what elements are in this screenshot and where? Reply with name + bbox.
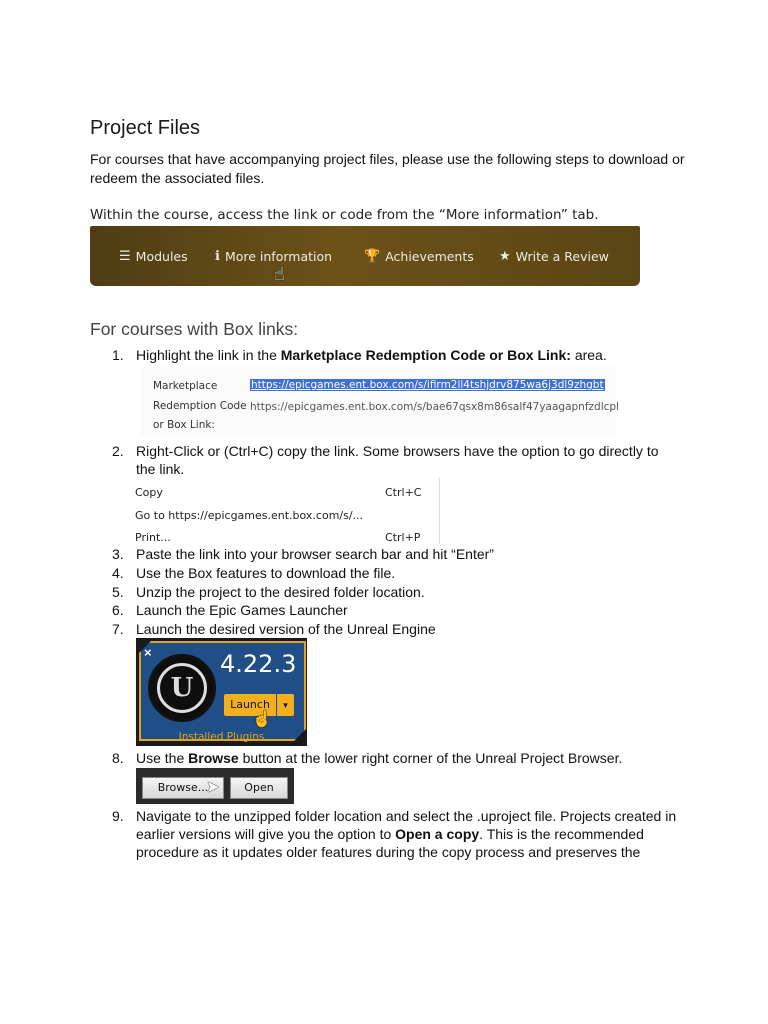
open-button[interactable]: Open [230, 777, 288, 799]
tab-label: Achievements [385, 249, 474, 264]
step-text: Highlight the link in the Marketplace Redemption Code or Box Link: area. [136, 347, 607, 363]
box-link-second[interactable]: https://epicgames.ent.box.com/s/bae67qsx8m86salf47yaagapnfzdlcpl [250, 401, 619, 413]
close-icon[interactable]: × [144, 645, 152, 660]
tab-label: Write a Review [515, 249, 609, 264]
box-link-highlighted[interactable]: https://epicgames.ent.box.com/s/ifirm2ll4tshjdrv875wa6j3dl9zhgbt [251, 379, 604, 391]
trophy-icon: 🏆 [364, 249, 381, 264]
unreal-logo-icon: U [148, 654, 216, 722]
info-icon: ℹ [215, 249, 220, 264]
page-title: Project Files [90, 117, 201, 139]
installed-plugins-link[interactable]: Installed Plugins [178, 731, 265, 743]
menu-item-go-to[interactable]: Go to https://epicgames.ent.box.com/s/... [135, 509, 364, 522]
step-text: Right-Click or (Ctrl+C) copy the link. Some browsers have the option to go directly to the link. [136, 443, 659, 477]
tab-more-information[interactable] [215, 249, 332, 264]
menu-item-copy[interactable]: Copy Ctrl+C [135, 486, 422, 499]
tab-modules[interactable] [119, 249, 188, 264]
step-number: 9. [112, 808, 124, 824]
context-menu [135, 478, 440, 544]
redemption-label: Marketplace Redemption Code or Box Link: [153, 380, 247, 431]
within-course-note: Within the course, access the link or code from the “More information” tab. [90, 207, 599, 223]
step-text: Launch the Epic Games Launcher [136, 602, 348, 618]
step-number: 8. [112, 750, 124, 766]
step-number: 6. [112, 602, 124, 618]
course-tab-bar [90, 226, 640, 286]
tab-label: Modules [135, 249, 188, 264]
box-links-heading: For courses with Box links: [90, 319, 299, 339]
step-number: 2. [112, 443, 124, 459]
chevron-down-icon[interactable]: ▾ [277, 694, 294, 716]
step-text: Use the Browse button at the lower right corner of the Unreal Project Browser. [136, 750, 623, 766]
launch-button[interactable]: Launch [224, 694, 276, 716]
tab-label: More information [224, 249, 333, 264]
step-number: 7. [112, 621, 124, 637]
hand-cursor-icon: ☝ [274, 264, 285, 285]
list-icon: ☰ [119, 249, 131, 264]
step-number: 3. [112, 546, 124, 562]
browse-button[interactable]: Browse... [142, 777, 224, 799]
engine-version: 4.22.3 [220, 650, 297, 678]
unreal-engine-tile [136, 638, 307, 746]
tab-write-a-review[interactable] [499, 249, 609, 264]
star-icon: ★ [499, 249, 511, 264]
step-text: Launch the desired version of the Unreal Engine [136, 621, 436, 637]
step-number: 1. [112, 347, 124, 363]
arrow-cursor-icon: ➤ [206, 779, 220, 796]
redemption-code-panel [140, 367, 619, 437]
hand-cursor-icon: ☝ [252, 711, 272, 728]
step-text: Unzip the project to the desired folder location. [136, 584, 425, 600]
tab-achievements[interactable] [364, 249, 474, 264]
menu-item-print[interactable]: Print... Ctrl+P [135, 531, 421, 544]
project-browser-buttons [136, 768, 294, 804]
intro-paragraph: For courses that have accompanying project files, please use the following steps to download or redeem the associated files. [90, 151, 685, 186]
step-text: Paste the link into your browser search bar and hit “Enter” [136, 546, 494, 562]
step-number: 4. [112, 565, 124, 581]
step-text: Navigate to the unzipped folder location and select the .uproject file. Projects created in earlier versions will give you the option to Open a copy. This is the recommended procedure as it updates older features during the copy process and preserves the [136, 808, 677, 860]
step-text: Use the Box features to download the file. [136, 565, 396, 581]
step-number: 5. [112, 584, 124, 600]
